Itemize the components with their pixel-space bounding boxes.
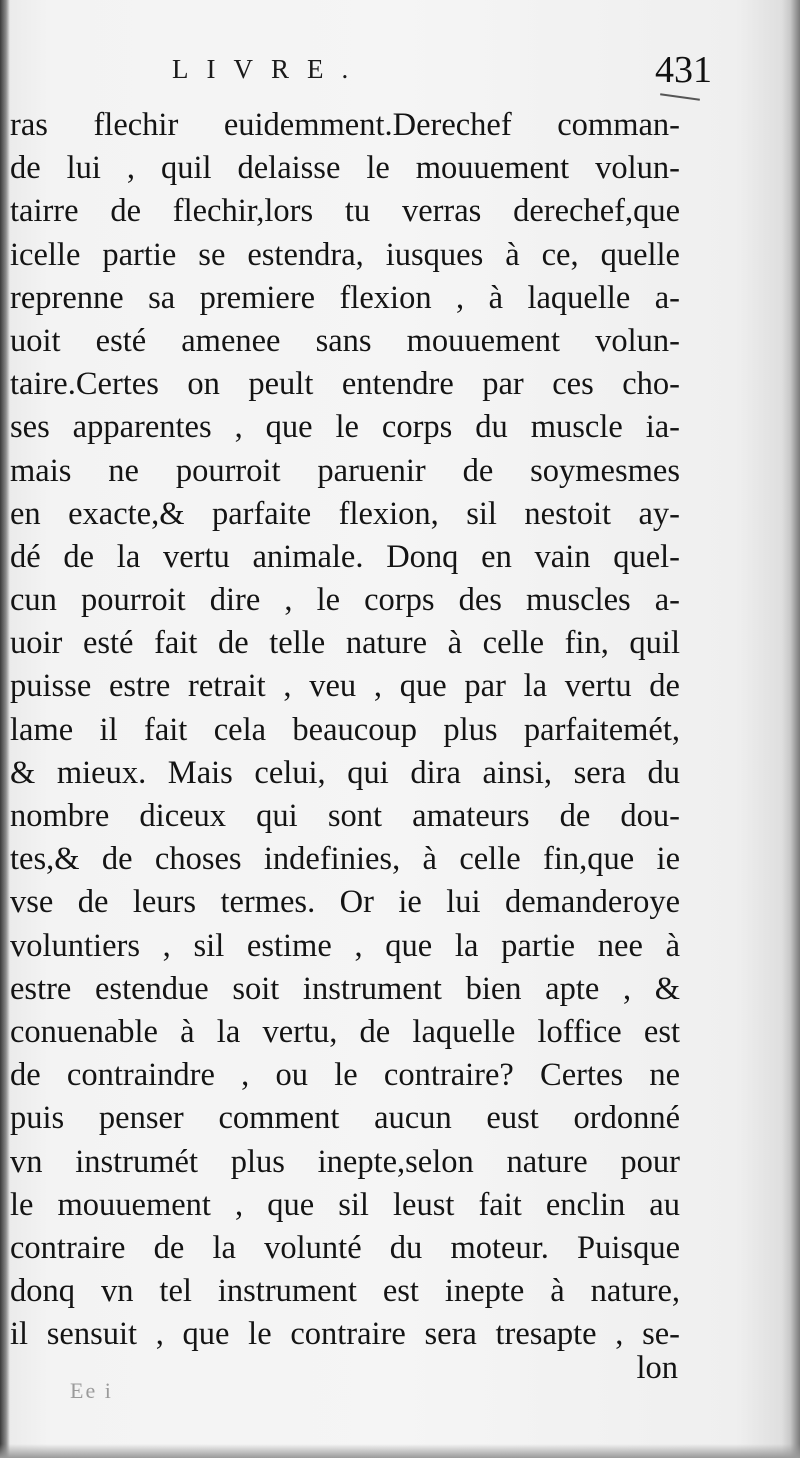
signature-mark: Ee i xyxy=(70,1378,113,1403)
text-line: conuenable à la vertu, de laquelle loffice est xyxy=(10,1013,680,1050)
text-line: & mieux. Mais celui, qui dira ainsi, sera du xyxy=(10,754,680,791)
text-line: dé de la vertu animale. Donq en vain quel- xyxy=(10,538,680,575)
page-bottom-shadow xyxy=(0,1444,800,1458)
page-edge-shadow xyxy=(782,0,800,1458)
text-line: taire.Certes on peult entendre par ces cho- xyxy=(10,366,680,403)
text-line: vse de leurs termes. Or ie lui demanderoye xyxy=(10,884,680,921)
running-head: LIVRE. xyxy=(172,54,367,84)
text-line: puisse estre retrait , veu , que par la vertu de xyxy=(10,668,680,705)
text-line: de lui , quil delaisse le mouuement volun- xyxy=(10,150,680,187)
text-line: puis penser comment aucun eust ordonné xyxy=(10,1100,680,1137)
catchword: lon xyxy=(636,1350,678,1386)
text-line: voluntiers , sil estime , que la partie nee à xyxy=(10,927,680,964)
text-line: ras flechir euidemment.Derechef comman- xyxy=(10,107,680,143)
text-line: cun pourroit dire , le corps des muscles a- xyxy=(10,582,680,619)
text-line: vn instrumét plus inepte,selon nature pour xyxy=(10,1143,680,1180)
text-line: uoit esté amenee sans mouuement volun- xyxy=(10,322,680,359)
text-line: contraire de la volunté du moteur. Puisque xyxy=(10,1229,680,1266)
text-line: tairre de flechir,lors tu verras derechef,que xyxy=(10,193,680,230)
page-number: 431 xyxy=(655,49,712,91)
text-line: estre estendue soit instrument bien apte , & xyxy=(10,970,680,1007)
text-line: il sensuit , que le contraire sera tresapte , se- xyxy=(10,1316,680,1353)
text-line: tes,& de choses indefinies, à celle fin,que ie xyxy=(10,841,680,878)
text-line: le mouuement , que sil leust fait enclin au xyxy=(10,1186,680,1223)
text-line: icelle partie se estendra, iusques à ce, quelle xyxy=(10,236,680,273)
text-line: donq vn tel instrument est inepte à nature, xyxy=(10,1273,680,1310)
header-flourish xyxy=(660,93,700,101)
text-line: lame il fait cela beaucoup plus parfaitemét, xyxy=(10,711,680,748)
text-line: de contraindre , ou le contraire? Certes ne xyxy=(10,1057,680,1094)
text-line: en exacte,& parfaite flexion, sil nestoit ay- xyxy=(10,495,680,532)
page-gutter-shadow xyxy=(0,0,10,1458)
text-line: reprenne sa premiere flexion , à laquelle a- xyxy=(10,279,680,316)
body-text xyxy=(10,104,680,1356)
text-line: uoir esté fait de telle nature à celle fin, quil xyxy=(10,625,680,662)
text-line: nombre diceux qui sont amateurs de dou- xyxy=(10,798,680,834)
text-line: ses apparentes , que le corps du muscle ia- xyxy=(10,409,680,446)
text-line: mais ne pourroit paruenir de soymesmes xyxy=(10,452,680,489)
